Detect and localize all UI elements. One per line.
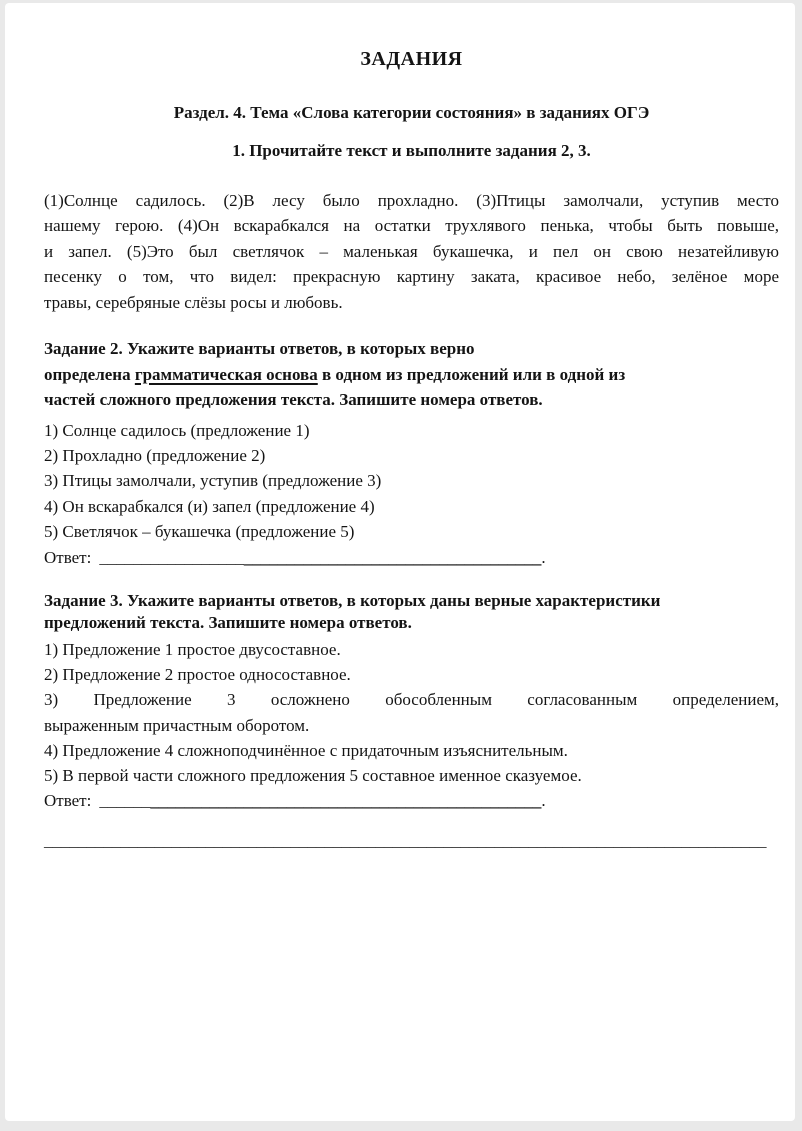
task2-heading <box>44 336 779 413</box>
task2-heading-line: частей сложного предложения текста. Запишите номера ответов. <box>44 390 543 410</box>
task2-option: 3) Птицы замолчали, уступив (предложение 3) <box>44 471 382 491</box>
answer-period: . <box>541 791 546 811</box>
task1-instruction: 1. Прочитайте текст и выполните задания 2, 3. <box>232 141 591 160</box>
passage-line: песенку о том, что видел: прекрасную картину заката, красивое небо, зелёное море <box>44 267 779 287</box>
task3-options <box>44 637 779 788</box>
answer-period: . <box>541 547 546 567</box>
passage-line: нашему герою. (4)Он вскарабкался на остатки трухлявого пенька, чтобы быть повыше, <box>44 216 779 236</box>
task2-option: 2) Прохладно (предложение 2) <box>44 445 266 465</box>
task3-option: 5) В первой части сложного предложения 5 составное именное сказуемое. <box>44 765 582 785</box>
task2-answer-row <box>44 545 779 570</box>
task3-answer-row <box>44 788 779 813</box>
task2-heading-line <box>44 362 779 388</box>
task2-options <box>44 418 779 545</box>
task3-heading-line: Задание 3. Укажите варианты ответов, в которых даны верные характеристики <box>44 590 661 610</box>
answer-blank: ___________________________________ <box>243 547 542 567</box>
task3-option-line: 3) Предложение 3 осложнено обособленным согласованным определением, <box>44 690 779 710</box>
answer-blank: ______________________________________________ <box>150 791 542 811</box>
task3-heading <box>44 590 779 634</box>
document-content <box>5 3 795 853</box>
task2-heading-line: Задание 2. Укажите варианты ответов, в которых верно <box>44 339 475 359</box>
task3-option: 1) Предложение 1 простое двусоставное. <box>44 639 341 659</box>
task2-heading-text: определена <box>44 364 135 384</box>
task2-heading-text: в одном из предложений или в одной из <box>317 364 626 384</box>
passage <box>44 188 779 315</box>
page-title: ЗАДАНИЯ <box>360 48 463 70</box>
document-page <box>5 3 795 1121</box>
answer-blank: ______ <box>99 791 151 811</box>
passage-line: и запел. (5)Это был светлячок – маленькая букашечка, и пел он свою незатейливую <box>44 241 779 261</box>
section-heading: Раздел. 4. Тема «Слова категории состояния» в заданиях ОГЭ <box>173 103 650 122</box>
task2-option: 4) Он вскарабкался (и) запел (предложение 4) <box>44 496 375 516</box>
task3-option <box>44 687 779 737</box>
answer-blank: _________________ <box>99 547 244 567</box>
passage-line: (1)Солнце садилось. (2)В лесу было прохладно. (3)Птицы замолчали, уступив место <box>44 191 779 210</box>
task3-option-line: выраженным причастным оборотом. <box>44 715 310 735</box>
task3-heading-line: предложений текста. Запишите номера ответов. <box>44 612 412 632</box>
task3-option: 2) Предложение 2 простое односоставное. <box>44 665 351 685</box>
task3-option: 4) Предложение 4 сложноподчинённое с придаточным изъяснительным. <box>44 740 568 760</box>
task2-option: 1) Солнце садилось (предложение 1) <box>44 420 310 440</box>
footer-blank-line: _____________________________________________________________________________________ <box>44 830 767 850</box>
answer-label: Ответ: <box>44 547 92 567</box>
underlined-term: грамматическая основа <box>134 364 318 384</box>
task2-option: 5) Светлячок – букашечка (предложение 5) <box>44 522 355 542</box>
answer-label: Ответ: <box>44 791 92 811</box>
passage-line: травы, серебряные слёзы росы и любовь. <box>44 292 343 312</box>
